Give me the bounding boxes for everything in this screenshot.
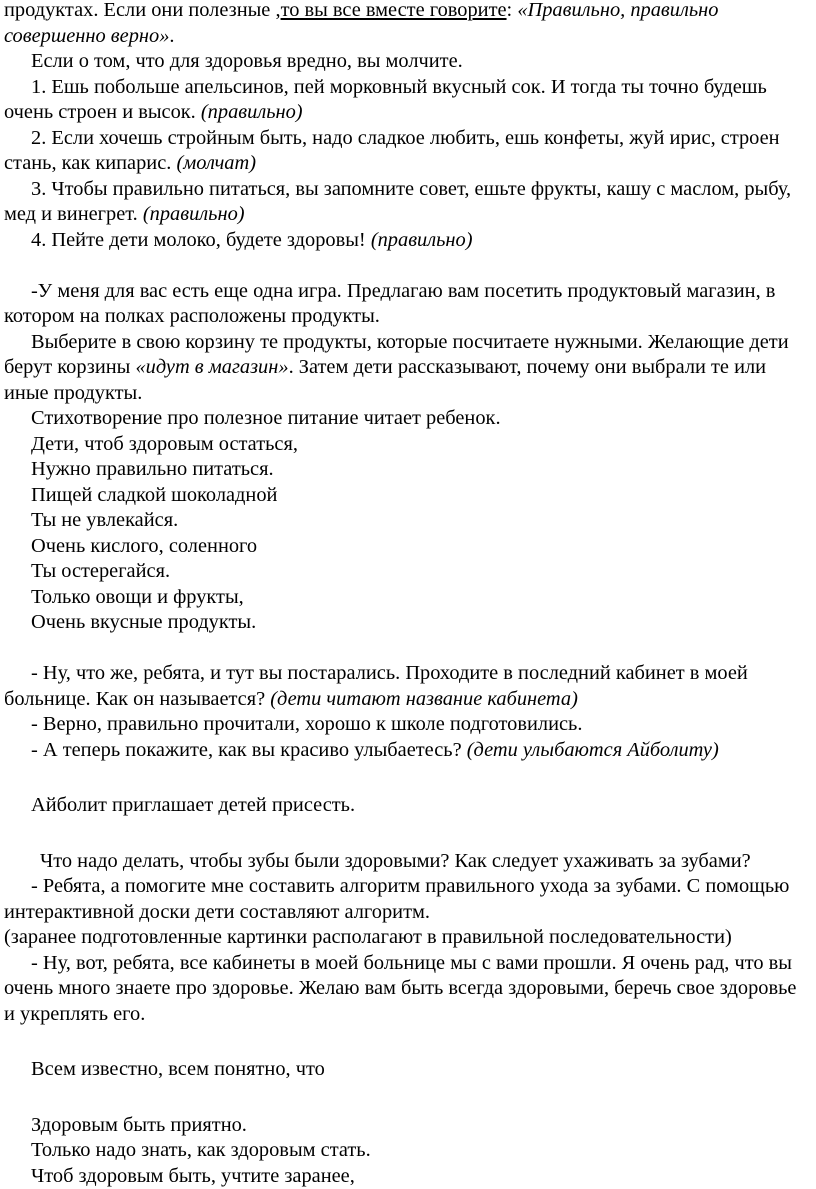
text-run: 1. Ешь побольше апельсинов, пей морковный вкусный сок. И тогда ты точно будешь очень строен и высок.	[4, 76, 767, 124]
poem-1-line: Ты остерегайся.	[4, 559, 816, 585]
text-run: 3. Чтобы правильно питаться, вы запомните совет, ешьте фрукты, кашу с маслом, рыбу, мед и винегрет.	[4, 178, 791, 226]
paragraph-sit-down: Айболит приглашает детей присесть.	[4, 793, 816, 819]
paragraph-item-3	[4, 177, 816, 228]
paragraph-pictures-note: (заранее подготовленные картинки располагают в правильной последовательности)	[4, 925, 816, 951]
text-run: - А теперь покажите, как вы красиво улыбаетесь?	[31, 739, 467, 761]
paragraph-farewell: - Ну, вот, ребята, все кабинеты в моей больнице мы с вами прошли. Я очень рад, что вы очень много знаете про здоровье. Желаю вам быть всегда здоровыми, беречь свое здоровье и укреплять его.	[4, 951, 816, 1028]
poem-1-line: Дети, чтоб здоровым остаться,	[4, 432, 816, 458]
spacer	[4, 819, 816, 849]
paragraph-item-4	[4, 228, 816, 254]
italic-action: (дети читают название кабинета)	[270, 688, 578, 710]
spacer	[4, 636, 816, 662]
text-run: - Ну, что же, ребята, и тут вы постарались. Проходите в последний кабинет в моей больнице. Как он называется?	[4, 662, 748, 710]
paragraph-last-cabinet	[4, 661, 816, 712]
poem-2-line: Только надо знать, как здоровым стать.	[4, 1138, 816, 1164]
text-run: . Затем дети рассказывают, почему они выбрали те или иные продукты.	[4, 356, 766, 404]
italic-answer: (правильно)	[371, 229, 473, 251]
text-run: Выберите в свою корзину те продукты, которые посчитаете нужными. Желающие дети берут корзины	[4, 331, 789, 379]
italic-answer: (правильно)	[143, 203, 245, 225]
italic-action: (дети улыбаются Айболиту)	[467, 739, 719, 761]
paragraph-silence-rule: Если о том, что для здоровья вредно, вы молчите.	[4, 49, 816, 75]
text-run: .	[169, 25, 174, 47]
spacer	[4, 1027, 816, 1057]
poem-2-line: Чтоб здоровым быть, учтите заранее,	[4, 1164, 816, 1189]
text-run: продуктах. Если они полезные ,	[4, 0, 281, 21]
underlined-text: то вы все вместе говорите	[281, 0, 507, 21]
poem-1-line: Только овощи и фрукты,	[4, 585, 816, 611]
paragraph-intro	[4, 0, 816, 49]
text-run: 2. Если хочешь стройным быть, надо сладкое любить, ешь конфеты, жуй ирис, строен стань, как кипарис.	[4, 127, 780, 175]
italic-quote: «Правильно, правильно совершенно верно»	[4, 0, 718, 47]
italic-answer: (правильно)	[201, 101, 303, 123]
poem-1-line: Очень кислого, соленного	[4, 534, 816, 560]
italic-answer: (молчат)	[176, 152, 256, 174]
paragraph-poem-intro: Стихотворение про полезное питание читает ребенок.	[4, 406, 816, 432]
text-run: :	[507, 0, 518, 21]
italic-action: «идут в магазин»	[135, 356, 288, 378]
poem-1-line: Нужно правильно питаться.	[4, 457, 816, 483]
paragraph-smile	[4, 738, 816, 764]
poem-1-line: Очень вкусные продукты.	[4, 610, 816, 636]
paragraph-teeth-question: Что надо делать, чтобы зубы были здоровыми? Как следует ухаживать за зубами?	[4, 849, 816, 875]
paragraph-correct: - Верно, правильно прочитали, хорошо к школе подготовились.	[4, 712, 816, 738]
spacer	[4, 253, 816, 279]
paragraph-item-2	[4, 126, 816, 177]
text-run: 4. Пейте дети молоко, будете здоровы!	[31, 229, 371, 251]
paragraph-store-game: -У меня для вас есть еще одна игра. Предлагаю вам посетить продуктовый магазин, в котором на полках расположены продукты.	[4, 279, 816, 330]
paragraph-basket	[4, 330, 816, 407]
spacer	[4, 1083, 816, 1113]
poem-1-line: Пищей сладкой шоколадной	[4, 483, 816, 509]
spacer	[4, 763, 816, 793]
poem-2-line: Здоровым быть приятно.	[4, 1113, 816, 1139]
paragraph-algorithm: - Ребята, а помогите мне составить алгоритм правильного ухода за зубами. С помощью интерактивной доски дети составляют алгоритм.	[4, 874, 816, 925]
poem-1-line: Ты не увлекайся.	[4, 508, 816, 534]
paragraph-everyone-knows: Всем известно, всем понятно, что	[4, 1057, 816, 1083]
paragraph-item-1	[4, 75, 816, 126]
